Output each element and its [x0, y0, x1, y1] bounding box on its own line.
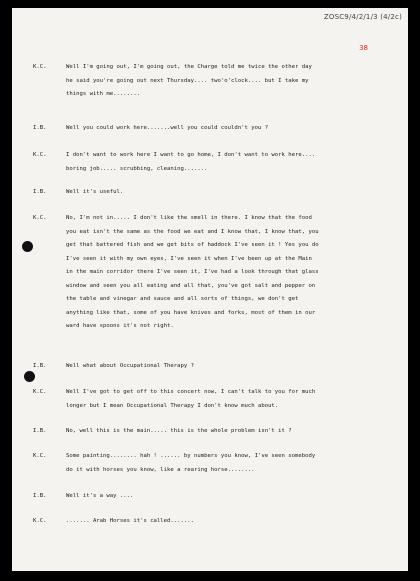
utterance-text: Well it's a way ....: [66, 493, 134, 499]
utterance-text: the table and vinegar and sauce and all sorts of things, we don't get: [66, 296, 299, 302]
speaker-label: I.B.: [33, 363, 47, 369]
utterance-text: I don't want to work here I want to go home, I don't want to work here....: [66, 152, 316, 158]
utterance-text: Well it's useful.: [66, 189, 124, 195]
document-page: [12, 8, 408, 571]
utterance-text: No, I'm not in..... I don't like the smell in there. I know that the food: [66, 215, 312, 221]
utterance-text: Well I've got to get off to this concert now, I can't talk to you for much: [66, 389, 316, 395]
utterance-text: ....... Arab Horses it's called.......: [66, 518, 194, 524]
speaker-label: K.C.: [33, 152, 47, 158]
speaker-label: K.C.: [33, 215, 47, 221]
utterance-text: longer but I mean Occupational Therapy I don't know much about.: [66, 402, 279, 409]
speaker-label: I.B.: [33, 189, 47, 195]
archive-reference: ZOSC9/4/2/1/3 (4/2c): [323, 13, 402, 21]
utterance-text: Well what about Occupational Therapy ?: [66, 363, 194, 369]
speaker-label: K.C.: [33, 453, 47, 459]
speaker-label: I.B.: [33, 428, 47, 434]
page-number: 38: [359, 44, 368, 52]
speaker-label: K.C.: [33, 389, 47, 395]
utterance-text: Well you could work here.......well you could couldn't you ?: [66, 125, 269, 131]
utterance-text: anything like that, some of you have knives and forks, most of them in our: [66, 309, 316, 316]
utterance-text: things with me........: [66, 91, 141, 97]
utterance-text: you eat isn't the same as the food we eat and I know that, I know that, you: [66, 228, 319, 235]
utterance-text: I've seen it with my own eyes, I've seen it when I've been up at the Main: [66, 255, 312, 262]
speaker-label: K.C.: [33, 64, 47, 70]
utterance-text: ward have spoons it's not right.: [66, 323, 174, 329]
utterance-text: Some painting........ hah ! ...... by numbers you know, I've seen somebody: [66, 453, 316, 459]
utterance-text: he said you're going out next Thursday.... two'o'clock.... but I take my: [66, 77, 309, 84]
utterance-text: get that battered fish and we get bits of haddock I've seen it ! Yes you do: [66, 242, 319, 248]
speaker-label: I.B.: [33, 125, 47, 131]
utterance-text: in the main corridor there I've seen it, I've had a look through that glass: [66, 269, 319, 275]
speaker-label: I.B.: [33, 493, 47, 499]
utterance-text: Well I'm going out, I'm going out, the Charge told me twice the other day: [66, 64, 312, 70]
utterance-text: No, well this is the main..... this is the whole problem isn't it ?: [66, 428, 292, 434]
utterance-text: window and seen you all eating and all that, you've got salt and pepper on: [66, 282, 316, 289]
utterance-text: boring job..... scrubbing, cleaning.......: [66, 165, 208, 172]
utterance-text: do it with horses you know, like a rearing horse........: [66, 466, 255, 473]
punch-hole: [22, 241, 33, 252]
speaker-label: K.C.: [33, 518, 47, 524]
punch-hole: [24, 371, 35, 382]
